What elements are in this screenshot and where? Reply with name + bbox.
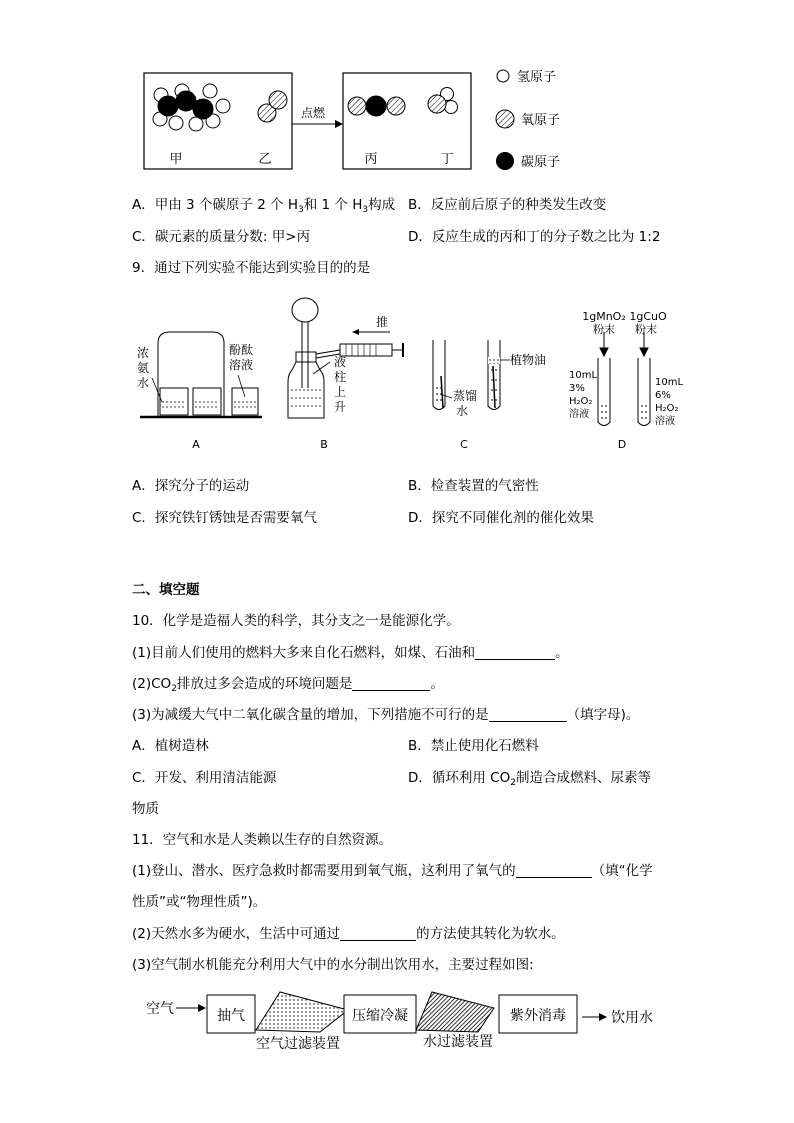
- flow-filter-1-label: 空气过滤装置: [256, 1036, 340, 1052]
- b-push-label: 推: [376, 315, 389, 329]
- q9-stem: 9．通过下列实验不能达到实验目的的是: [132, 260, 371, 276]
- b-label-3: 上: [334, 385, 347, 399]
- q10-option-c: C．开发、利用清洁能源: [132, 770, 277, 786]
- q8-option-c: C．碳元素的质量分数: 甲>丙: [132, 229, 311, 245]
- experiment-figure: [0, 290, 794, 460]
- q11-part2: (2)天然水多为硬水，生活中可通过 的方法使其转化为软水。: [132, 926, 565, 942]
- c-caption: C: [460, 438, 468, 451]
- q10-part2: $(2)CO_2$排放过多会造成的环境问题是 。: [132, 676, 444, 694]
- d-right-3: H₂O₂: [655, 403, 679, 414]
- d-left-2: 3%: [569, 383, 585, 394]
- a-caption: A: [192, 438, 200, 451]
- reaction-diagram: [0, 0, 794, 190]
- b-label-1: 液: [334, 355, 347, 369]
- d-right-1: 10mL: [655, 377, 684, 388]
- d-left-4: 溶液: [569, 409, 589, 420]
- legend-hydrogen: 氢原子: [517, 70, 557, 85]
- answer-blank[interactable]: [475, 645, 555, 660]
- water-filter: [416, 992, 494, 1032]
- q10-part1: (1)目前人们使用的燃料大多来自化石燃料，如煤、石油和 。: [132, 645, 569, 661]
- flow-filter-2-label: 水过滤装置: [423, 1034, 493, 1050]
- c-water-label-2: 水: [456, 404, 469, 418]
- setup-d: [598, 332, 650, 426]
- q9-option-d: D．探究不同催化剂的催化效果: [408, 510, 594, 526]
- q10-part3: (3)为减缓大气中二氧化碳含量的增加，下列措施不可行的是 （填字母)。: [132, 707, 640, 723]
- legend: [496, 70, 560, 170]
- c-oil-label: 植物油: [510, 353, 547, 367]
- arrow-label: 点燃: [300, 106, 326, 120]
- label-jia: 甲: [169, 152, 183, 167]
- hydrogen-legend-icon: [497, 70, 509, 82]
- q8-option-d: D．反应生成的丙和丁的分子数之比为 1:2: [408, 229, 661, 245]
- a-label-l1: 浓: [137, 346, 150, 360]
- carbon-legend-icon: [496, 152, 514, 170]
- flow-air: 空气: [146, 1001, 174, 1017]
- flow-output: 饮用水: [611, 1010, 653, 1026]
- q11-stem: 11．空气和水是人类赖以生存的自然资源。: [132, 832, 393, 848]
- d-left-3: H₂O₂: [569, 396, 593, 407]
- molecule-ding: [428, 88, 458, 114]
- d-left-1: 10mL: [569, 370, 598, 381]
- q9-option-c: C．探究铁钉锈蚀是否需要氧气: [132, 510, 317, 526]
- a-label-l2: 氨: [137, 361, 150, 375]
- label-ding: 丁: [440, 152, 454, 167]
- c-water-label-1: 蒸馏: [453, 389, 478, 403]
- section-title: 二、填空题: [132, 582, 200, 598]
- molecule-bing: [348, 96, 405, 116]
- d-right-2: 6%: [655, 390, 671, 401]
- b-label-4: 升: [334, 400, 347, 414]
- d-mno2-2: 粉末: [593, 323, 615, 336]
- d-caption: D: [617, 438, 627, 451]
- d-cuo-2: 粉末: [635, 323, 657, 336]
- a-label-r2: 溶液: [229, 358, 254, 372]
- legend-carbon: 碳原子: [521, 155, 561, 170]
- answer-blank[interactable]: [352, 676, 430, 691]
- q10-option-a: A．植树造林: [132, 738, 209, 754]
- answer-blank[interactable]: [340, 926, 416, 941]
- answer-blank[interactable]: [516, 863, 592, 878]
- b-label-2: 柱: [334, 370, 347, 384]
- q8-option-a: A．甲由 3 个碳原子 2 个 $H_3$和 1 个 $H_3$构成: [132, 197, 396, 215]
- q11-part1-cont: 性质”或“物理性质”)。: [132, 894, 267, 910]
- q10-stem: 10．化学是造福人类的科学，其分支之一是能源化学。: [132, 613, 460, 629]
- a-label-r1: 酚酞: [229, 343, 254, 357]
- oxygen-legend-icon: [496, 110, 514, 128]
- flow-step-1-label: 抽气: [217, 1008, 245, 1024]
- d-right-4: 溶液: [655, 416, 675, 427]
- d-cuo-1: 1gCuO: [629, 310, 667, 323]
- flow-step-2-label: 压缩冷凝: [352, 1008, 408, 1024]
- legend-oxygen: 氧原子: [521, 113, 561, 128]
- d-mno2-1: 1gMnO₂: [582, 310, 626, 323]
- label-bing: 丙: [364, 152, 378, 167]
- flow-step-3-label: 紫外消毒: [510, 1008, 566, 1024]
- q11-part3: (3)空气制水机能充分利用大气中的水分制出饮用水，主要过程如图:: [132, 957, 534, 973]
- q9-option-b: B．检查装置的气密性: [408, 478, 539, 494]
- air-filter: [256, 992, 348, 1032]
- q8-option-b: B．反应前后原子的种类发生改变: [408, 197, 607, 213]
- label-yi: 乙: [258, 152, 272, 167]
- molecule-jia: [153, 84, 230, 131]
- q11-part1: (1)登山、潜水、医疗急救时都需要用到氧气瓶，这利用了氧气的 （填“化学: [132, 863, 653, 879]
- q10-option-d: D．循环利用 $CO_2$制造合成燃料、尿素等: [408, 770, 651, 788]
- b-caption: B: [320, 438, 328, 451]
- q9-option-a: A．探究分子的运动: [132, 478, 250, 494]
- flow-diagram: [0, 990, 794, 1060]
- answer-blank[interactable]: [489, 707, 567, 722]
- q10-option-d-cont: 物质: [132, 801, 159, 817]
- a-label-l3: 水: [137, 376, 150, 390]
- molecule-yi: [258, 91, 287, 122]
- q10-option-b: B．禁止使用化石燃料: [408, 738, 539, 754]
